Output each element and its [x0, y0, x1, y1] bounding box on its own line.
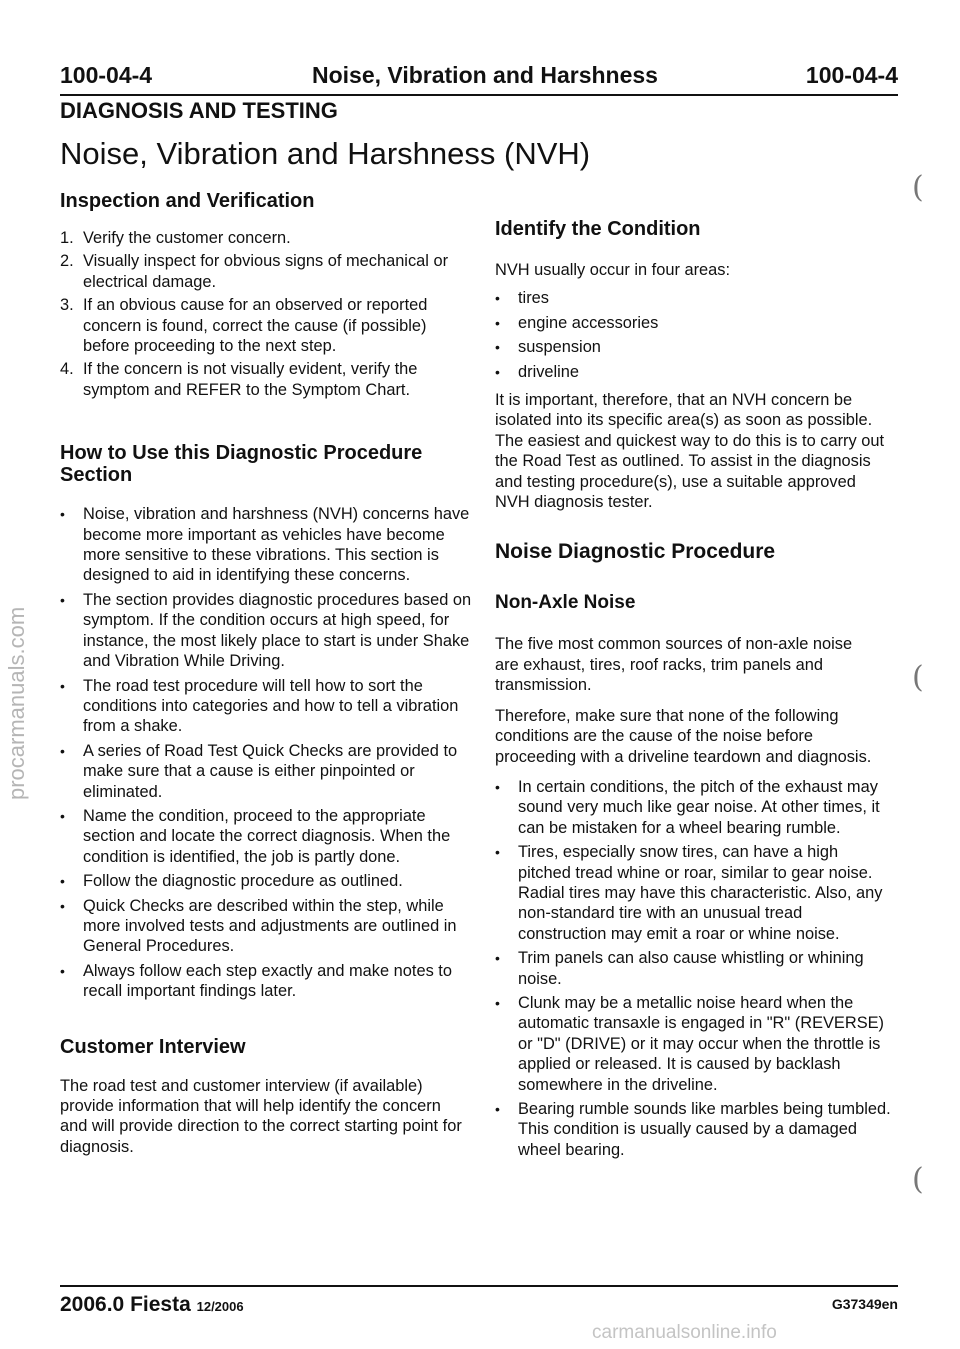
page-header	[60, 60, 898, 96]
list-item: 2. Visually inspect for obvious signs of mechanical or electrical damage.	[60, 252, 449, 291]
list-item: • engine accessories	[495, 313, 893, 333]
header-page-number-right: 100-04-4	[805, 62, 898, 88]
left-column	[60, 190, 472, 1157]
list-item: • Follow the diagnostic procedure as outlined.	[60, 871, 472, 891]
side-watermark: procarmanuals.com	[4, 606, 29, 800]
list-item: • Noise, vibration and harshness (NVH) concerns have become more important as vehicles have become more sensitive to these vibrations. This section is designed to aid in identifying these concerns.	[60, 504, 472, 586]
header-chapter-title: Noise, Vibration and Harshness	[312, 62, 658, 88]
howto-bullets	[60, 504, 472, 1001]
right-column	[495, 218, 893, 1164]
list-item: • A series of Road Test Quick Checks are provided to make sure that a cause is either pinpointed or eliminated.	[60, 741, 472, 802]
header-page-number-left: 100-04-4	[60, 62, 153, 88]
list-item: • Quick Checks are described within the step, while more involved tests and adjustments are outlined in General Procedures.	[60, 896, 472, 957]
inspection-heading: Inspection and Verification	[60, 190, 315, 212]
list-item: • suspension	[495, 337, 893, 357]
page-title: Noise, Vibration and Harshness (NVH)	[60, 136, 591, 171]
list-item: • In certain conditions, the pitch of the exhaust may sound very much like gear noise. At other times, it can be mistaken for a wheel bearing rumble.	[495, 777, 893, 838]
list-item: • Bearing rumble sounds like marbles being tumbled. This condition is usually caused by a damaged wheel bearing.	[495, 1099, 893, 1160]
list-item: • Name the condition, proceed to the appropriate section and locate the correct diagnosis. When the condition is identified, the job is partly done.	[60, 806, 472, 867]
noise-heading: Noise Diagnostic Procedure	[495, 540, 776, 564]
margin-mark-icon: (	[912, 660, 924, 695]
identify-heading: Identify the Condition	[495, 218, 701, 240]
interview-text: The road test and customer interview (if available) provide information that will help identify the concern and will provide direction to the correct starting point for diagnosis.	[60, 1076, 462, 1156]
noise-paragraph-2: Therefore, make sure that none of the following conditions are the cause of the noise before proceeding with a driveline teardown and diagnosis.	[495, 706, 872, 766]
footer-code: G37349en	[831, 1296, 898, 1312]
list-item: 1. Verify the customer concern.	[60, 229, 291, 247]
footer-divider	[60, 1285, 898, 1287]
list-item: • Always follow each step exactly and make notes to recall important findings later.	[60, 961, 472, 1002]
list-item: • Trim panels can also cause whistling or whining noise.	[495, 948, 893, 989]
list-item: 4. If the concern is not visually evident, verify the symptom and REFER to the Symptom Chart.	[60, 360, 418, 399]
footer-model: 2006.0 Fiesta 12/2006	[60, 1293, 244, 1316]
margin-mark-icon: (	[912, 1162, 924, 1197]
noise-subheading: Non-Axle Noise	[495, 592, 636, 614]
list-item: 3. If an obvious cause for an observed or reported concern is found, correct the cause (if possible) before proceeding to the next step.	[60, 296, 428, 356]
bottom-watermark: carmanualsonline.info	[592, 1322, 777, 1343]
interview-heading: Customer Interview	[60, 1035, 246, 1058]
section-label: DIAGNOSIS AND TESTING	[60, 98, 338, 123]
list-item: • tires	[495, 288, 893, 308]
list-item: • Tires, especially snow tires, can have a high pitched tread whine or roar, similar to gear noise. Radial tires may have this characteristic. Also, any non-standard tire with an unusual tread construction may emit a roar or whine noise.	[495, 842, 893, 944]
identify-intro: NVH usually occur in four areas:	[495, 261, 731, 279]
noise-paragraph-1: The five most common sources of non-axle noise are exhaust, tires, roof racks, trim panels and transmission.	[495, 635, 853, 695]
list-item: • The section provides diagnostic procedures based on symptom. If the condition occurs at high speed, for instance, the most likely place to start is under Shake and Vibration While Driving.	[60, 590, 472, 672]
howto-heading: How to Use this Diagnostic Procedure Section	[60, 442, 423, 487]
noise-bullets	[495, 777, 893, 1160]
identify-text: It is important, therefore, that an NVH concern be isolated into its specific area(s) as soon as possible. The easiest and quickest way to do this is to carry out the Road Test as outlined. To assist in the diagnosis and testing procedure(s), use a suitable approved NVH diagnosis tester.	[495, 391, 885, 512]
margin-mark-icon: (	[912, 170, 924, 205]
footer-date: 12/2006	[196, 1299, 244, 1314]
list-item: • driveline	[495, 362, 893, 382]
inspection-steps	[60, 228, 472, 400]
list-item: • Clunk may be a metallic noise heard when the automatic transaxle is engaged in "R" (REVERSE) or "D" (DRIVE) or it may occur when the throttle is applied or released. It is caused by backlash somewhere in the driveline.	[495, 993, 893, 1095]
list-item: • The road test procedure will tell how to sort the conditions into categories and how to tell a vibration from a shake.	[60, 676, 472, 737]
identify-areas	[495, 288, 893, 382]
